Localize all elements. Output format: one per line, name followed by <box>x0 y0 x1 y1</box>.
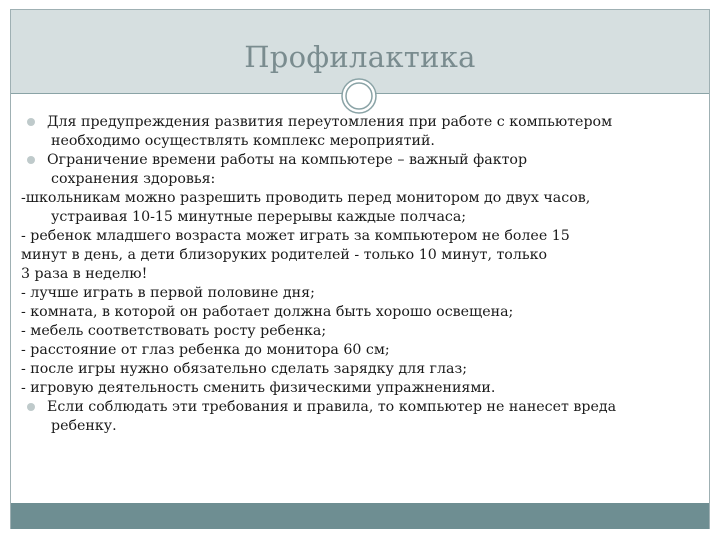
text-line: необходимо осуществлять комплекс мероприятий. <box>51 133 435 149</box>
text-line: -школьникам можно разрешить проводить перед монитором до двух часов, <box>21 190 591 206</box>
slide-body <box>21 113 681 436</box>
slide-footer <box>11 503 709 529</box>
text-line: сохранения здоровья: <box>51 171 216 187</box>
text-line: - комната, в которой он работает должна быть хорошо освещена; <box>21 304 514 320</box>
text-line: 3 раза в неделю! <box>21 266 148 282</box>
circle-ornament-icon <box>341 78 377 114</box>
text-line: - лучше играть в первой половине дня; <box>21 285 315 301</box>
text-line: - ребенок младшего возраста может играть за компьютером не более 15 <box>21 228 570 244</box>
text-line: - мебель соответствовать росту ребенка; <box>21 323 327 339</box>
text-line: - расстояние от глаз ребенка до монитора 60 см; <box>21 342 390 358</box>
bullet-item: Если соблюдать эти требования и правила, то компьютер не нанесет вреда <box>21 398 681 417</box>
text-line: минут в день, а дети близоруких родителей - только 10 минут, только <box>21 247 547 263</box>
bullet-item: Для предупреждения развития переутомления при работе с компьютером <box>21 113 681 132</box>
slide-title: Профилактика <box>244 40 476 74</box>
text-line: ребенку. <box>51 418 117 434</box>
bullet-item: Ограничение времени работы на компьютере – важный фактор <box>21 151 681 170</box>
text-line: устраивая 10-15 минутные перерывы каждые полчаса; <box>51 209 467 225</box>
text-line: - игровую деятельность сменить физическими упражнениями. <box>21 380 496 396</box>
text-line: - после игры нужно обязательно сделать зарядку для глаз; <box>21 361 467 377</box>
